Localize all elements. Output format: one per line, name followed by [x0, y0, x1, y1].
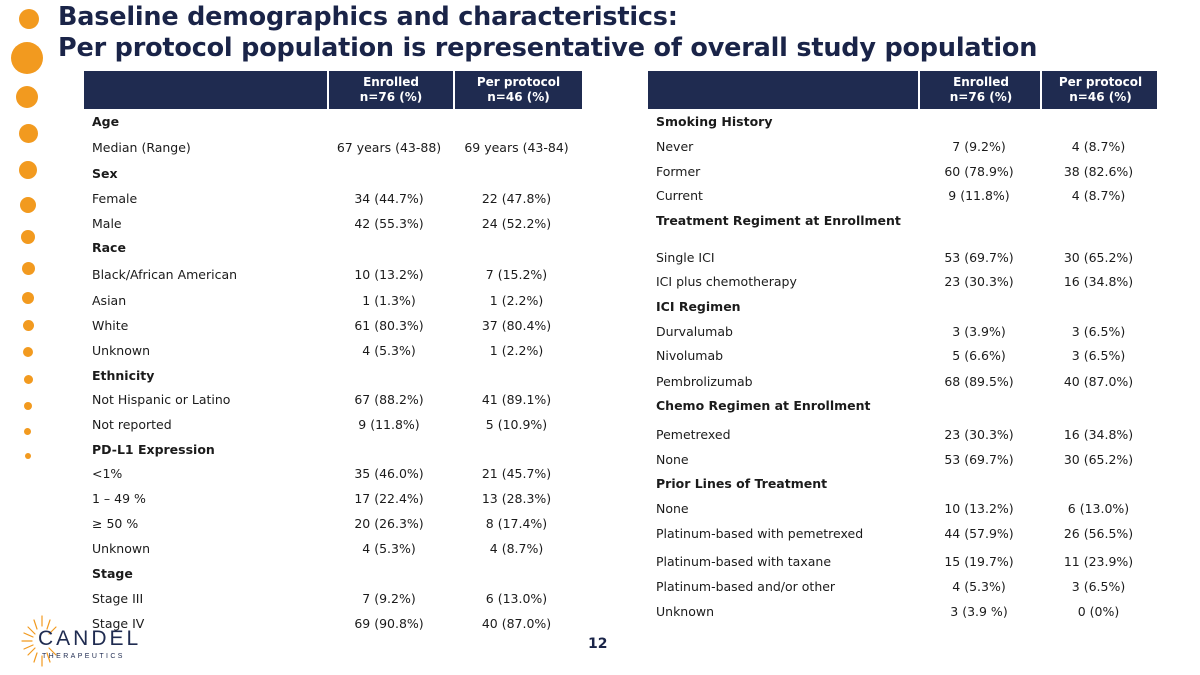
title-line-1: Baseline demographics and characteristics:	[58, 2, 678, 32]
per-protocol-value: 30 (65.2%)	[1063, 250, 1134, 265]
row-label: Nivolumab	[656, 348, 724, 363]
section-label: Treatment Regiment at Enrollment	[656, 213, 901, 228]
enrolled-value: 53 (69.7%)	[944, 452, 1014, 467]
title-line-2: Per protocol population is representative of overall study population	[58, 33, 1038, 63]
per-protocol-value: 38 (82.6%)	[1063, 164, 1134, 179]
header-text: n=46 (%)	[1069, 90, 1132, 104]
enrolled-value: 67 (88.2%)	[354, 392, 424, 407]
enrolled-value: 9 (11.8%)	[948, 188, 1010, 203]
row-label: Platinum-based and/or other	[656, 579, 836, 594]
enrolled-value: 20 (26.3%)	[354, 516, 424, 531]
enrolled-value: 61 (80.3%)	[354, 318, 424, 333]
dot	[19, 161, 37, 179]
left-table-header	[84, 71, 582, 109]
header-text: n=76 (%)	[949, 90, 1013, 104]
per-protocol-value: 16 (34.8%)	[1063, 427, 1134, 442]
candel-logo	[20, 614, 150, 674]
header-text: n=46 (%)	[487, 90, 550, 104]
dot	[16, 86, 38, 108]
dot	[24, 428, 31, 435]
right-per-protocol-header	[1040, 71, 1159, 109]
per-protocol-value: 30 (65.2%)	[1063, 452, 1134, 467]
row-label: White	[92, 318, 129, 333]
header-text: Per protocol	[476, 75, 561, 89]
section-label: Stage	[92, 566, 133, 581]
enrolled-value: 17 (22.4%)	[354, 491, 424, 506]
per-protocol-value: 3 (6.5%)	[1071, 348, 1126, 363]
header-text: Enrolled	[363, 75, 419, 89]
per-protocol-value: 11 (23.9%)	[1063, 554, 1134, 569]
dot	[19, 9, 39, 29]
per-protocol-value: 69 years (43-84)	[464, 140, 569, 155]
enrolled-value: 68 (89.5%)	[944, 374, 1014, 389]
row-label: Black/African American	[92, 267, 238, 282]
row-label: Male	[92, 216, 122, 231]
dot	[21, 230, 35, 244]
per-protocol-value: 6 (13.0%)	[485, 591, 548, 606]
enrolled-value: 1 (1.3%)	[362, 293, 416, 308]
per-protocol-value: 40 (87.0%)	[481, 616, 552, 631]
per-protocol-value: 0 (0%)	[1077, 604, 1120, 619]
per-protocol-value: 7 (15.2%)	[485, 267, 548, 282]
enrolled-value: 35 (46.0%)	[354, 466, 424, 481]
per-protocol-value: 3 (6.5%)	[1071, 324, 1126, 339]
section-label: Chemo Regimen at Enrollment	[656, 398, 871, 413]
row-label: Not reported	[92, 417, 172, 432]
row-label: Current	[656, 188, 703, 203]
row-label: None	[656, 501, 689, 516]
row-label: Stage IV	[92, 616, 145, 631]
logo-wordmark: CANDEL	[38, 627, 142, 650]
row-label: Single ICI	[656, 250, 715, 265]
per-protocol-value: 22 (47.8%)	[481, 191, 552, 206]
enrolled-value: 15 (19.7%)	[944, 554, 1014, 569]
per-protocol-value: 1 (2.2%)	[489, 343, 544, 358]
section-label: PD-L1 Expression	[92, 442, 215, 457]
row-label: ≥ 50 %	[92, 516, 139, 531]
per-protocol-value: 3 (6.5%)	[1071, 579, 1126, 594]
enrolled-value: 10 (13.2%)	[354, 267, 424, 282]
per-protocol-value: 40 (87.0%)	[1063, 374, 1134, 389]
enrolled-value: 5 (6.6%)	[952, 348, 1006, 363]
dot	[22, 262, 35, 275]
row-label: Durvalumab	[656, 324, 733, 339]
enrolled-value: 7 (9.2%)	[362, 591, 416, 606]
enrolled-value: 4 (5.3%)	[952, 579, 1006, 594]
enrolled-value: 69 (90.8%)	[354, 616, 424, 631]
dot	[19, 124, 38, 143]
enrolled-value: 4 (5.3%)	[362, 343, 416, 358]
per-protocol-value: 37 (80.4%)	[481, 318, 552, 333]
dot	[20, 197, 36, 213]
per-protocol-value: 1 (2.2%)	[489, 293, 544, 308]
header-text: Per protocol	[1058, 75, 1143, 89]
per-protocol-value: 24 (52.2%)	[481, 216, 552, 231]
header-text: n=76 (%)	[359, 90, 423, 104]
section-label: Race	[92, 240, 126, 255]
per-protocol-value: 26 (56.5%)	[1063, 526, 1134, 541]
enrolled-value: 3 (3.9 %)	[950, 604, 1008, 619]
section-label: Prior Lines of Treatment	[656, 476, 828, 491]
enrolled-value: 34 (44.7%)	[354, 191, 424, 206]
row-label: Never	[656, 139, 694, 154]
sunburst-logo-icon	[20, 614, 150, 670]
per-protocol-value: 21 (45.7%)	[481, 466, 552, 481]
per-protocol-value: 13 (28.3%)	[481, 491, 552, 506]
row-label: Female	[92, 191, 138, 206]
per-protocol-value: 4 (8.7%)	[489, 541, 544, 556]
row-label: Platinum-based with taxane	[656, 554, 832, 569]
logo-subtitle: THERAPEUTICS	[42, 653, 125, 660]
row-label: Asian	[92, 293, 127, 308]
left-per-protocol-header	[453, 71, 582, 109]
row-label: None	[656, 452, 689, 467]
header-text: Enrolled	[953, 75, 1009, 89]
enrolled-value: 23 (30.3%)	[944, 427, 1014, 442]
row-label: Unknown	[656, 604, 715, 619]
enrolled-value: 44 (57.9%)	[944, 526, 1014, 541]
per-protocol-value: 6 (13.0%)	[1067, 501, 1130, 516]
dot	[24, 402, 32, 410]
page-title	[58, 2, 1037, 64]
page-number: 12	[588, 636, 608, 652]
dot	[22, 292, 34, 304]
row-label: Pemetrexed	[656, 427, 731, 442]
dot	[23, 320, 34, 331]
per-protocol-value: 41 (89.1%)	[481, 392, 552, 407]
enrolled-value: 23 (30.3%)	[944, 274, 1014, 289]
per-protocol-value: 8 (17.4%)	[485, 516, 548, 531]
per-protocol-value: 4 (8.7%)	[1071, 188, 1126, 203]
section-label: Age	[92, 114, 120, 129]
row-label: Former	[656, 164, 701, 179]
enrolled-value: 7 (9.2%)	[952, 139, 1006, 154]
per-protocol-value: 5 (10.9%)	[485, 417, 548, 432]
right-table-header	[648, 71, 1157, 109]
enrolled-value: 67 years (43-88)	[336, 140, 442, 155]
row-label: Platinum-based with pemetrexed	[656, 526, 864, 541]
dot	[11, 42, 43, 74]
enrolled-value: 9 (11.8%)	[358, 417, 420, 432]
per-protocol-value: 16 (34.8%)	[1063, 274, 1134, 289]
dot	[24, 375, 33, 384]
row-label: ICI plus chemotherapy	[656, 274, 797, 289]
section-label: ICI Regimen	[656, 299, 741, 314]
dot	[25, 453, 31, 459]
enrolled-value: 60 (78.9%)	[944, 164, 1014, 179]
row-label: Not Hispanic or Latino	[92, 392, 231, 407]
row-label: Unknown	[92, 541, 151, 556]
enrolled-value: 42 (55.3%)	[354, 216, 424, 231]
section-label: Sex	[92, 166, 118, 181]
per-protocol-value: 4 (8.7%)	[1071, 139, 1126, 154]
left-enrolled-header	[327, 71, 453, 109]
enrolled-value: 3 (3.9%)	[952, 324, 1006, 339]
row-label: 1 – 49 %	[92, 491, 146, 506]
row-label: <1%	[92, 466, 123, 481]
row-label: Unknown	[92, 343, 151, 358]
enrolled-value: 10 (13.2%)	[944, 501, 1014, 516]
section-label: Ethnicity	[92, 368, 155, 383]
row-label: Stage III	[92, 591, 144, 606]
section-label: Smoking History	[656, 114, 773, 129]
enrolled-value: 4 (5.3%)	[362, 541, 416, 556]
enrolled-value: 53 (69.7%)	[944, 250, 1014, 265]
row-label: Pembrolizumab	[656, 374, 753, 389]
row-label: Median (Range)	[92, 140, 191, 155]
right-enrolled-header	[918, 71, 1042, 109]
dot	[23, 347, 33, 357]
